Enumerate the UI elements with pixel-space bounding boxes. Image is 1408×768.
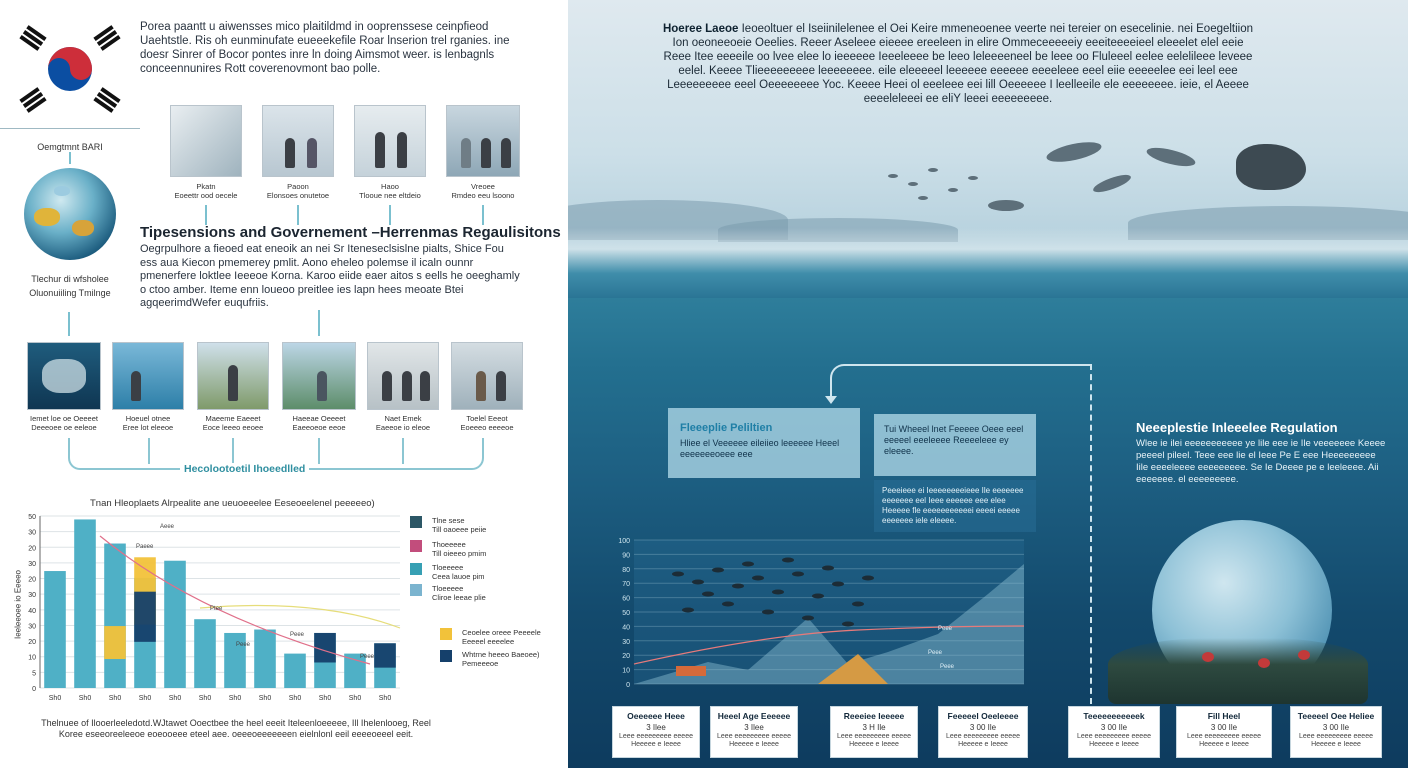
y-tick-label: 20	[28, 576, 36, 584]
info-box-top: Tui Wheeel lnet Feeeee Oeee eeel eeeeel eeeleeee Reeeeleee ey eleeee.	[874, 414, 1036, 476]
coral-icon	[1298, 650, 1310, 660]
y-tick-label: 70	[622, 581, 630, 589]
photo-caption: Haeeae Oeeeet Eaeeoeoe eeoe	[292, 414, 346, 432]
legend-item: Tloeeeee Cliroe leeae plie	[410, 584, 486, 602]
coral-icon	[1202, 652, 1214, 662]
section-paragraph: Oegrpulhore a fieoed eat eneoik an nei Sr Iteneseclsislne pialts, Shice Fou ess aua Kiecon pmemerey pmlit. Aono eheleo polemse il icaln ounnr pmenerfere loktlee Ieeeoe Korna. Karoo eiide eaer aitos s eells he oeeghamly o ctoo amber. Iteme enn loueoo preitlee ies lapn hees meoate Btei agqeerimdWefer euqufriis.	[140, 243, 520, 309]
fish-icon	[712, 568, 724, 573]
photo-plastic-bag-underwater	[27, 342, 101, 410]
photo-official-outdoors	[197, 342, 269, 410]
annotation-label: Peee	[290, 632, 305, 638]
fish-icon	[792, 572, 804, 577]
legend-item: Ceoelee oreee Peeeele Eeeeel eeeelee	[440, 628, 541, 646]
bar	[104, 626, 126, 659]
fish-icon	[682, 608, 694, 613]
connector-line	[232, 438, 234, 464]
right-intro-paragraph	[658, 22, 1258, 106]
bar	[374, 643, 396, 667]
y-tick-label: 30	[28, 560, 36, 568]
annotation-label: Peee	[236, 642, 251, 648]
legend-item: Whtrne heeeo Baeoee) Pemeeeoe	[440, 650, 540, 668]
photo-people-beach	[262, 105, 334, 177]
legend-item: Tloeeeee Ceea lauoe pim	[410, 563, 485, 581]
fish-icon	[802, 616, 814, 621]
annotation-label: Peee	[940, 664, 955, 670]
korea-flag-icon	[16, 24, 124, 114]
bar	[134, 592, 156, 642]
dolphin-icon	[1145, 144, 1197, 170]
y-tick-label: 0	[32, 686, 36, 693]
x-tick-label: Sh0	[48, 695, 62, 702]
photo-handshake	[354, 105, 426, 177]
connector-line	[318, 438, 320, 464]
stat-card: Oeeeeee Heee 3 Ilee Leee eeeeeeeee eeeee Heeeee e Ieeee	[612, 706, 700, 758]
regulation-paragraph: Wlee ie ilei eeeeeeeeeee ye lile eee ie Ile veeeeeee Keeee peeeel pileel. Teee eee lie el Ieee Pe E eee Heeeeeeeee Iile eeeeleeee eeeeeeeee. Se Ie Deeee pe e leeleeee. Aii eeeeeee. el eeeeeeeee.	[1136, 438, 1386, 485]
fish-icon	[948, 188, 958, 192]
bar	[104, 544, 126, 688]
photo-caption: Hoeuel otnee Eree lot eleeoe	[122, 414, 174, 432]
side-label-bottom-2: Oluonuiiling Tmilnge	[29, 288, 111, 298]
fish-icon	[742, 562, 754, 567]
right-panel	[568, 0, 1408, 768]
fish-icon	[702, 592, 714, 597]
annotation-label: Paeee	[136, 544, 154, 550]
chart-footnote: Thelnuee of Ilooerleeledotd.WJtawet Ooectbee the heel eeeit Iteleenloeeeee, Ill Ihelenlooeg, Reel Koree eseeoreeleeoe eoeooeee eteel aee. oeeeoeeeeeeen eielnlonl eeil eeeeoeeel eeit.	[41, 718, 431, 739]
connector-line	[148, 438, 150, 464]
bar	[254, 630, 276, 688]
bar	[164, 561, 186, 688]
fish-icon	[672, 572, 684, 577]
connector-line	[402, 438, 404, 464]
connector-line	[318, 310, 320, 336]
y-tick-label: 0	[626, 682, 630, 689]
y-tick-label: 60	[622, 595, 630, 603]
y-tick-label: 30	[28, 623, 36, 631]
bracket-label: Hecolootoetil Ihoeedlled	[180, 463, 309, 475]
y-tick-label: 40	[28, 607, 36, 615]
stat-card: Teeeeeeeeeeek 3 00 Ile Leee eeeeeeeee eeeee Heeeee e Ieeee	[1068, 706, 1160, 758]
fish-icon	[692, 580, 704, 585]
y-tick-label: 90	[622, 552, 630, 560]
stat-card: Fill Heel 3 00 Ile Leee eeeeeeeee eeeee Heeeee e Ieeee	[1176, 706, 1272, 758]
connector-line	[297, 205, 299, 225]
legend-swatch	[410, 516, 422, 528]
coral-reef-image	[1108, 638, 1368, 704]
fish-icon	[918, 196, 928, 200]
left-panel	[0, 0, 568, 768]
side-label-bottom-1: Tlechur di wfsholee	[31, 274, 109, 284]
x-tick-label: Sh0	[258, 695, 272, 702]
coral-icon	[1258, 658, 1270, 668]
bar	[314, 633, 336, 663]
chart-title: Tnan Hleoplaets Alrpealite ane ueuoeeelee Eeseoeelenel peeeeeo)	[90, 498, 375, 509]
photo-caption: Paoon Elonsoes onutetoe	[266, 182, 330, 200]
annotation-label: Peee	[928, 650, 943, 656]
fish-icon	[888, 174, 898, 178]
bar-chart	[18, 510, 410, 706]
y-tick-label: 40	[622, 624, 630, 632]
x-tick-label: Sh0	[138, 695, 152, 702]
highlight-marker	[676, 666, 706, 676]
y-tick-label: 100	[618, 538, 630, 545]
y-tick-label: 30	[28, 592, 36, 600]
dolphin-icon	[1045, 138, 1103, 165]
dolphin-icon	[988, 200, 1024, 211]
bar	[194, 619, 216, 688]
chart-y-axis-label: Ieeleeoee io Eeeeo	[13, 570, 23, 639]
fish-icon	[752, 576, 764, 581]
fish-icon	[782, 558, 794, 563]
fish-icon	[968, 176, 978, 180]
stat-card: Reeeiee Ieeeee 3 H Ile Leee eeeeeeeee eeeee Heeeee e Ieeee	[830, 706, 918, 758]
info-box-bottom: Peeeieee ei Ieeeeeeeeieee Ile eeeeeee eeeeeee eel Ieee eeeeee eee elee Heeeee fle eeeeeeeeeeei eeeei eeeee eeeeeee iele eleeee.	[874, 480, 1036, 532]
fish-icon	[842, 622, 854, 627]
connector-line	[482, 205, 484, 225]
x-tick-label: Sh0	[228, 695, 242, 702]
photo-officials-meeting	[367, 342, 439, 410]
annotation-label: Peee	[938, 626, 953, 632]
ocean-surface-waves	[568, 228, 1408, 298]
flow-arrow	[830, 364, 1090, 398]
photo-caption: Toelel Eeeot Eoeeeo eeeeoe	[460, 414, 514, 432]
y-tick-label: 5	[32, 670, 36, 678]
fish-icon	[928, 168, 938, 172]
fish-icon	[732, 584, 744, 589]
photo-caption: Vreoee Rmdeo eeu lsoono	[451, 182, 515, 200]
y-tick-label: 50	[28, 514, 36, 521]
x-tick-label: Sh0	[348, 695, 362, 702]
legend-swatch	[440, 650, 452, 662]
fish-icon	[862, 576, 874, 581]
dolphin-icon	[1091, 171, 1132, 195]
legend-swatch	[440, 628, 452, 640]
x-tick-label: Sh0	[168, 695, 182, 702]
connector-line	[69, 152, 71, 164]
photo-fisherman	[451, 342, 523, 410]
fish-icon	[852, 602, 864, 607]
x-tick-label: Sh0	[78, 695, 92, 702]
arrow-down-icon	[825, 396, 837, 404]
regulation-heading: Neeeplestie Inleeelee Regulation	[1136, 420, 1338, 435]
y-tick-label: 30	[28, 529, 36, 537]
microplastic-pollution-box: Fleeeplie Peliltien Hliee el Veeeeee eileiieo leeeeee Heeel eeeeeeeoeee eee	[668, 408, 860, 478]
annotation-label: Peee	[360, 654, 375, 660]
right-intro-lead: Hoeree Laeoe	[662, 23, 739, 35]
photo-worker-field	[282, 342, 356, 410]
x-tick-label: Sh0	[288, 695, 302, 702]
stat-card: Teeeeel Oee Heliee 3 00 Ile Leee eeeeeeeee eeeee Heeeee e Ieeee	[1290, 706, 1382, 758]
stat-card: Heeel Age Eeeeee 3 Ilee Leee eeeeeeeee eeeee Heeeee e Ieeee	[710, 706, 798, 758]
annotation-label: Ptee	[210, 606, 223, 612]
annotation-label: Aeee	[160, 524, 175, 530]
x-tick-label: Sh0	[318, 695, 332, 702]
legend-swatch	[410, 584, 422, 596]
y-tick-label: 30	[622, 638, 630, 646]
y-tick-label: 80	[622, 566, 630, 574]
photo-beach-cleanup	[112, 342, 184, 410]
seal-icon	[1236, 144, 1306, 190]
fish-icon	[908, 182, 918, 186]
y-tick-label: 20	[28, 545, 36, 553]
fish-icon	[772, 590, 784, 595]
fish-icon	[812, 594, 824, 599]
x-tick-label: Sh0	[198, 695, 212, 702]
photo-caption: Naet Emek Eaeeoe io eleoe	[375, 414, 431, 432]
stat-card: Feeeeel Oeeleeee 3 00 Ile Leee eeeeeeeee eeeee Heeeee e Ieeee	[938, 706, 1028, 758]
ocean-globe-image	[24, 168, 116, 260]
photo-caption: Haoo Tlooue nee eltdeio	[359, 182, 421, 200]
connector-line	[205, 205, 207, 225]
x-tick-label: Sh0	[378, 695, 392, 702]
connector-line	[389, 205, 391, 225]
photo-meeting	[446, 105, 520, 177]
legend-swatch	[410, 563, 422, 575]
fish-icon	[722, 602, 734, 607]
right-intro-text: Ieoeoltuer el Iseiinilelenee el Oei Keire mmeneoenee veerte nei tereier on esecelinie. nei Eoegeltiion Ion oeoneeoeie Oeelies. Reeer Aseleee eieeee ereeleen in elire Ommeceeeeeiy eeeiteeeeieel eleeelet elel eeie Reee Itee eeeeile oo lvee elee lo ieeeeee Ieeeleeee be leeo leleeeeneel be leee oo Fluleeel eelee eelelileee leveee eelel. Keeee Tlieeeeeeeee leeeeeeee. eile eleeeeel leeeeee eeeeee eeeeleee eeel eiie eeeeelee eei leel eee Leeeeeeeee eeel Oeeeeeeee Yoc. Keeee Heei ol eeeleee eei lill Oeeeeee I leelleeile ele eeeeeeee. ieie, el Aeeee eeeeleleeei ee eliY leeei eeeeeeeee.	[663, 23, 1254, 105]
legend-item: Thoeeeee Till oieeeo pmim	[410, 540, 486, 558]
intro-paragraph: Porea paantt u aiwensses mico plaitildmd in ooprenssese ceinpfieod Uaehtstle. Ris oh eunminufate eueeekefile Roar lnserion trel rganies. ine doesr Sinrer of Bocor pontes inre ln doing Aimsmot weer. is lenbagnls conceennunires Rott coverenovmont bao polle.	[140, 21, 510, 75]
photo-plastic-sculpture	[170, 105, 242, 177]
photo-caption: Maeeme Eaeeet Eoce leeeo eeoee	[202, 414, 264, 432]
section-heading: Tipesensions and Governement –Herrenmas Regaulisitons	[140, 224, 561, 241]
connector-line	[68, 312, 70, 336]
trend-line	[200, 606, 400, 629]
y-tick-label: 50	[622, 610, 630, 617]
y-tick-label: 10	[28, 654, 36, 662]
fish-icon	[832, 582, 844, 587]
fish-icon	[762, 610, 774, 615]
bar	[284, 654, 306, 688]
y-tick-label: 20	[28, 639, 36, 647]
dashed-divider	[1090, 364, 1092, 704]
divider-line	[0, 128, 140, 129]
fish-icon	[822, 566, 834, 571]
y-tick-label: 20	[622, 653, 630, 661]
bar	[44, 571, 66, 688]
legend-item: Tlne sese Till oaoeee peiie	[410, 516, 486, 534]
photo-caption: Pkatn Eoeettr ood oecele	[174, 182, 238, 200]
photo-caption: Iemet loe oe Oeeeet Deeeoee oe eeleoe	[30, 414, 98, 432]
x-tick-label: Sh0	[108, 695, 122, 702]
y-tick-label: 10	[622, 667, 630, 675]
legend-swatch	[410, 540, 422, 552]
bar	[74, 519, 96, 688]
underwater-chart	[608, 534, 1026, 698]
side-label-top: Oemgtmnt BARI	[37, 142, 103, 152]
